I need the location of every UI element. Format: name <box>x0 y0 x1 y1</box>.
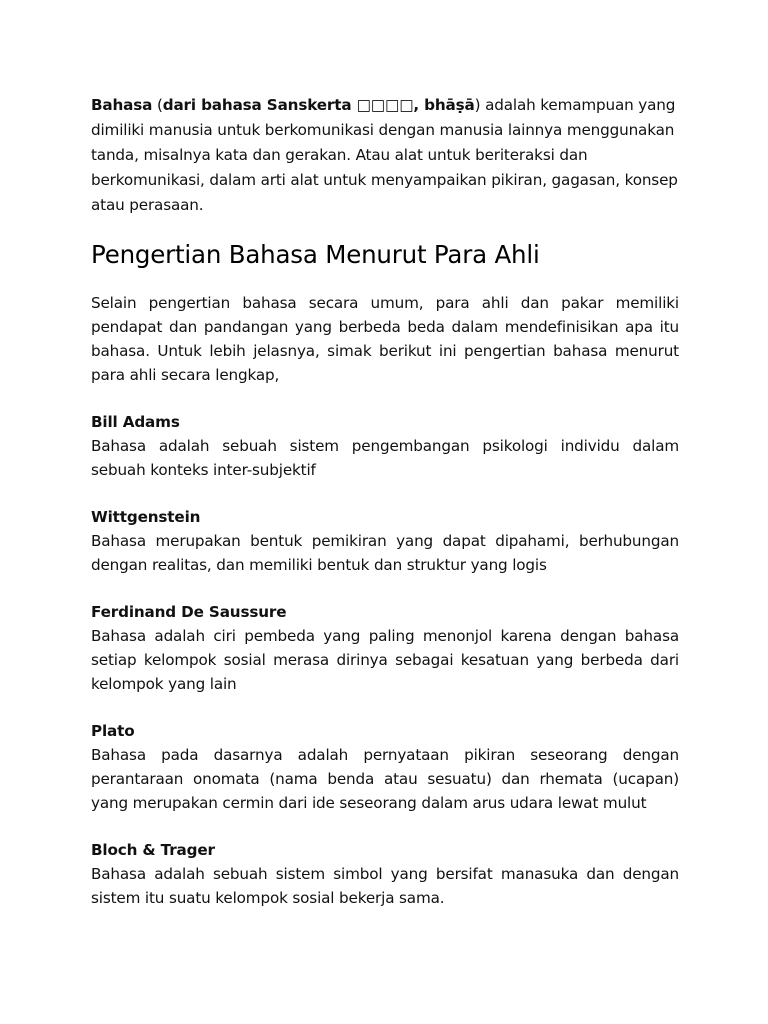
intro-origin: dari bahasa Sanskerta □□□□, bhāṣā <box>162 96 475 114</box>
expert-name: Plato <box>91 722 135 740</box>
intro-origin-close: ) <box>474 96 481 114</box>
intro-origin-open: ( <box>152 96 163 114</box>
intro-text: adalah kemampuan yang dimiliki manusia untuk berkomunikasi dengan manusia lainnya menggunakan tanda, misalnya kata dan gerakan. Atau alat untuk beriteraksi dan berkomunikasi, dalam arti alat untuk menyampaikan pikiran, gagasan, konsep atau perasaan. <box>91 96 678 214</box>
document-page <box>91 93 679 910</box>
expert-entry-saussure <box>91 600 679 696</box>
expert-name: Bill Adams <box>91 413 180 431</box>
expert-entry-wittgenstein <box>91 505 679 577</box>
expert-definition: Bahasa pada dasarnya adalah pernyataan pikiran seseorang dengan perantaraan onomata (nama benda atau sesuatu) dan rhemata (ucapan) yang merupakan cermin dari ide seseorang dalam arus udara lewat mulut <box>91 746 679 812</box>
lead-paragraph: Selain pengertian bahasa secara umum, para ahli dan pakar memiliki pendapat dan pandangan yang berbeda beda dalam mendefinisikan apa itu bahasa. Untuk lebih jelasnya, simak berikut ini pengertian bahasa menurut para ahli secara lengkap, <box>91 294 679 384</box>
intro-term: Bahasa <box>91 96 153 114</box>
expert-name: Ferdinand De Saussure <box>91 603 287 621</box>
expert-definition: Bahasa merupakan bentuk pemikiran yang dapat dipahami, berhubungan dengan realitas, dan memiliki bentuk dan struktur yang logis <box>91 532 679 574</box>
expert-definition: Bahasa adalah ciri pembeda yang paling menonjol karena dengan bahasa setiap kelompok sosial merasa dirinya sebagai kesatuan yang berbeda dari kelompok yang lain <box>91 627 679 693</box>
expert-entry-plato <box>91 719 679 815</box>
section-heading: Pengertian Bahasa Menurut Para Ahli <box>91 240 540 269</box>
expert-entry-bloch-trager <box>91 838 679 910</box>
expert-definition: Bahasa adalah sebuah sistem pengembangan psikologi individu dalam sebuah konteks inter-subjektif <box>91 437 679 479</box>
intro-paragraph <box>91 93 679 218</box>
expert-name: Bloch & Trager <box>91 841 215 859</box>
expert-definition: Bahasa adalah sebuah sistem simbol yang bersifat manasuka dan dengan sistem itu suatu kelompok sosial bekerja sama. <box>91 865 679 907</box>
expert-entry-bill-adams <box>91 410 679 482</box>
expert-name: Wittgenstein <box>91 508 201 526</box>
